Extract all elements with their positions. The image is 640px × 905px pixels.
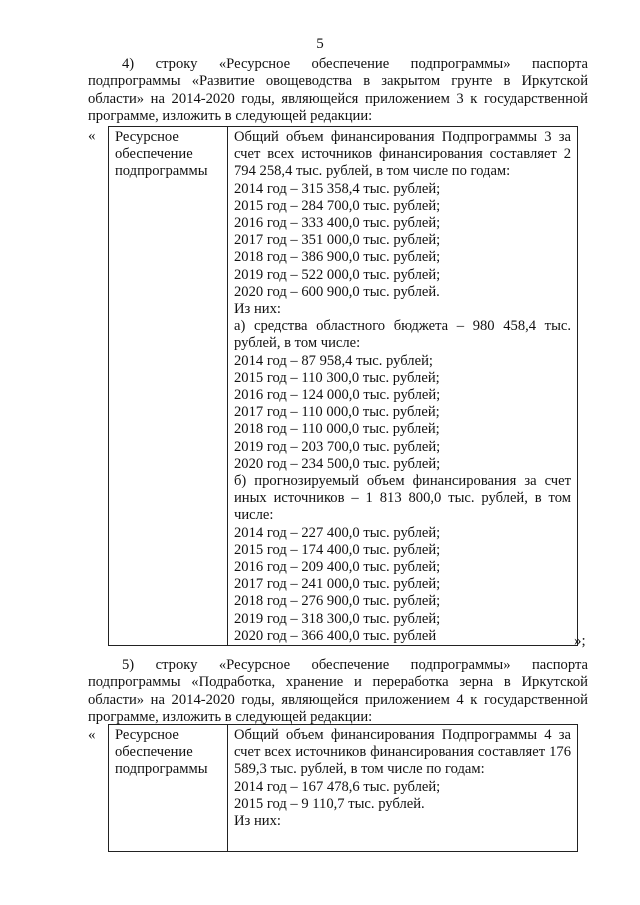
funding-line: 2015 год – 110 300,0 тыс. рублей;	[234, 369, 440, 386]
table-row	[109, 725, 578, 852]
funding-line: 2017 год – 351 000,0 тыс. рублей;	[234, 232, 441, 249]
item5-resource-table	[108, 724, 578, 852]
row-label: Ресурсное обеспечение подпрограммы	[115, 727, 208, 778]
funding-line: 2020 год – 600 900,0 тыс. рублей.	[234, 283, 440, 300]
funding-line: 2016 год – 124 000,0 тыс. рублей;	[234, 387, 441, 404]
item5-paragraph	[88, 657, 588, 726]
funding-line: 2016 год – 333 400,0 тыс. рублей;	[234, 215, 441, 232]
item5-text: 5) строку «Ресурсное обеспечение подпрограммы» паспорта подпрограммы «Подработка, хранение и переработка зерна в Иркутской области» на 2014-2020 годы, являющейся приложением 4 к государственной программе, изложить в следующей редакции:	[88, 657, 588, 725]
table-row	[109, 127, 578, 646]
funding-line: 2017 год – 241 000,0 тыс. рублей;	[234, 576, 441, 593]
funding-line: 2018 год – 276 900,0 тыс. рублей;	[234, 593, 441, 610]
funding-line: а) средства областного бюджета – 980 458,4 тыс. рублей, в том числе:	[234, 318, 571, 352]
row-label: Ресурсное обеспечение подпрограммы	[115, 129, 208, 180]
funding-line: Общий объем финансирования Подпрограммы 3 за счет всех источников финансирования составляет 2 794 258,4 тыс. рублей, в том числе по годам:	[234, 129, 571, 180]
funding-line: Общий объем финансирования Подпрограммы 4 за счет всех источников финансирования составляет 176 589,3 тыс. рублей, в том числе по годам:	[234, 727, 571, 778]
item4-resource-table	[108, 126, 578, 646]
item4-text: 4) строку «Ресурсное обеспечение подпрограммы» паспорта подпрограммы «Развитие овощеводства в закрытом грунте в Иркутской области» на 2014-2020 годы, являющейся приложением 3 к государственной программе, изложить в следующей редакции:	[88, 56, 588, 124]
item4-quote-open: «	[88, 128, 96, 144]
funding-line: 2014 год – 167 478,6 тыс. рублей;	[234, 778, 441, 795]
funding-line: Из них:	[234, 301, 281, 318]
funding-line: б) прогнозируемый объем финансирования за счет иных источников – 1 813 800,0 тыс. рублей, в том числе:	[234, 473, 571, 524]
funding-line: 2020 год – 366 400,0 тыс. рублей	[234, 627, 437, 644]
funding-line: 2014 год – 315 358,4 тыс. рублей;	[234, 180, 441, 197]
item4-quote-close: »;	[574, 633, 586, 649]
row-content-cell	[228, 127, 578, 646]
page-number: 5	[316, 36, 324, 52]
funding-line: 2018 год – 386 900,0 тыс. рублей;	[234, 249, 441, 266]
funding-line: 2020 год – 234 500,0 тыс. рублей;	[234, 455, 441, 472]
row-label-cell	[109, 725, 228, 852]
funding-line: 2015 год – 174 400,0 тыс. рублей;	[234, 541, 441, 558]
row-label-cell	[109, 127, 228, 646]
funding-line: 2017 год – 110 000,0 тыс. рублей;	[234, 404, 440, 421]
funding-line: 2014 год – 227 400,0 тыс. рублей;	[234, 524, 441, 541]
item5-quote-open: «	[88, 727, 96, 743]
funding-line: 2016 год – 209 400,0 тыс. рублей;	[234, 559, 441, 576]
funding-line: 2015 год – 9 110,7 тыс. рублей.	[234, 795, 425, 812]
funding-lines	[234, 129, 571, 645]
funding-line: 2019 год – 318 300,0 тыс. рублей;	[234, 610, 441, 627]
funding-line: 2019 год – 203 700,0 тыс. рублей;	[234, 438, 441, 455]
funding-line: 2015 год – 284 700,0 тыс. рублей;	[234, 197, 441, 214]
item4-paragraph	[88, 56, 588, 125]
funding-line: 2019 год – 522 000,0 тыс. рублей;	[234, 266, 441, 283]
funding-line: 2014 год – 87 958,4 тыс. рублей;	[234, 352, 433, 369]
funding-line: Из них:	[234, 813, 281, 830]
row-content-cell	[228, 725, 578, 852]
funding-line: 2018 год – 110 000,0 тыс. рублей;	[234, 421, 440, 438]
